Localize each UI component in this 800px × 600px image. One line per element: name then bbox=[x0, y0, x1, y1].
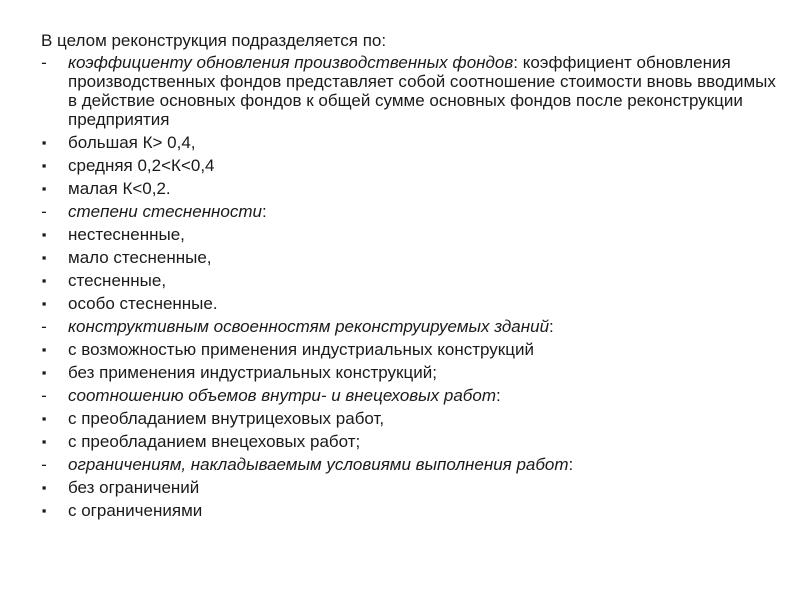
bullet-icon: ▪ bbox=[41, 503, 47, 518]
list-item-5 bbox=[36, 225, 776, 244]
bullet-icon: ▪ bbox=[41, 135, 47, 150]
bullet-icon: ▪ bbox=[41, 480, 47, 495]
item-text: : коэффициент обновления производственных фондов представляет собой соотношение стоимости вновь вводимых в действие основных фондов к общей сумме основных фондов после реконструкции предприятия bbox=[68, 53, 776, 129]
list-item-1 bbox=[36, 133, 776, 152]
list-marker: - bbox=[41, 202, 47, 221]
list-item-6 bbox=[36, 248, 776, 267]
item-text: большая К> 0,4, bbox=[68, 133, 196, 152]
item-emphasis: конструктивным освоенностям реконструируемых зданий bbox=[68, 317, 550, 336]
list-item-14 bbox=[36, 432, 776, 451]
list-marker: - bbox=[41, 455, 47, 474]
list-item-8 bbox=[36, 294, 776, 313]
bullet-icon: ▪ bbox=[41, 158, 47, 173]
bullet-icon: ▪ bbox=[41, 411, 47, 426]
list-marker: - bbox=[41, 386, 47, 405]
list-item-3 bbox=[36, 179, 776, 198]
item-text: малая К<0,2. bbox=[68, 179, 171, 198]
bullet-icon: ▪ bbox=[41, 365, 47, 380]
item-emphasis: коэффициенту обновления производственных фондов bbox=[68, 53, 514, 72]
classification-list bbox=[36, 53, 776, 524]
item-emphasis: соотношению объемов внутри- и внецеховых работ bbox=[68, 386, 496, 405]
bullet-icon: ▪ bbox=[41, 227, 47, 242]
item-emphasis: степени стесненности bbox=[68, 202, 262, 221]
bullet-icon: ▪ bbox=[41, 434, 47, 449]
item-text: с преобладанием внецеховых работ; bbox=[68, 432, 361, 451]
item-text: с преобладанием внутрицеховых работ, bbox=[68, 409, 385, 428]
item-text: : bbox=[261, 202, 267, 221]
list-item-2 bbox=[36, 156, 776, 175]
list-item-16 bbox=[36, 478, 776, 497]
list-item-9 bbox=[36, 317, 776, 336]
item-text: особо стесненные. bbox=[68, 294, 218, 313]
item-text: с ограничениями bbox=[68, 501, 203, 520]
list-item-10 bbox=[36, 340, 776, 359]
item-text: средняя 0,2<К<0,4 bbox=[68, 156, 215, 175]
item-text: : bbox=[495, 386, 501, 405]
bullet-icon: ▪ bbox=[41, 250, 47, 265]
list-item-11 bbox=[36, 363, 776, 382]
list-item-4 bbox=[36, 202, 776, 221]
list-item-7 bbox=[36, 271, 776, 290]
item-text: нестесненные, bbox=[68, 225, 185, 244]
item-text: без применения индустриальных конструкций; bbox=[68, 363, 437, 382]
intro-text: В целом реконструкция подразделяется по: bbox=[41, 31, 387, 50]
item-text: : bbox=[549, 317, 554, 336]
bullet-icon: ▪ bbox=[41, 342, 47, 357]
item-text: с возможностью применения индустриальных конструкций bbox=[68, 340, 534, 359]
item-text: мало стесненные, bbox=[68, 248, 212, 267]
list-marker: - bbox=[41, 317, 47, 336]
bullet-icon: ▪ bbox=[41, 273, 47, 288]
item-text: стесненные, bbox=[68, 271, 167, 290]
item-text: без ограничений bbox=[68, 478, 200, 497]
list-item-13 bbox=[36, 409, 776, 428]
list-item-12 bbox=[36, 386, 776, 405]
list-item-0 bbox=[36, 53, 776, 129]
bullet-icon: ▪ bbox=[41, 181, 47, 196]
item-emphasis: ограничениям, накладываемым условиями выполнения работ bbox=[68, 455, 569, 474]
list-marker: - bbox=[41, 53, 47, 72]
list-item-15 bbox=[36, 455, 776, 474]
list-item-17 bbox=[36, 501, 776, 520]
item-text: : bbox=[568, 455, 574, 474]
bullet-icon: ▪ bbox=[41, 296, 47, 311]
